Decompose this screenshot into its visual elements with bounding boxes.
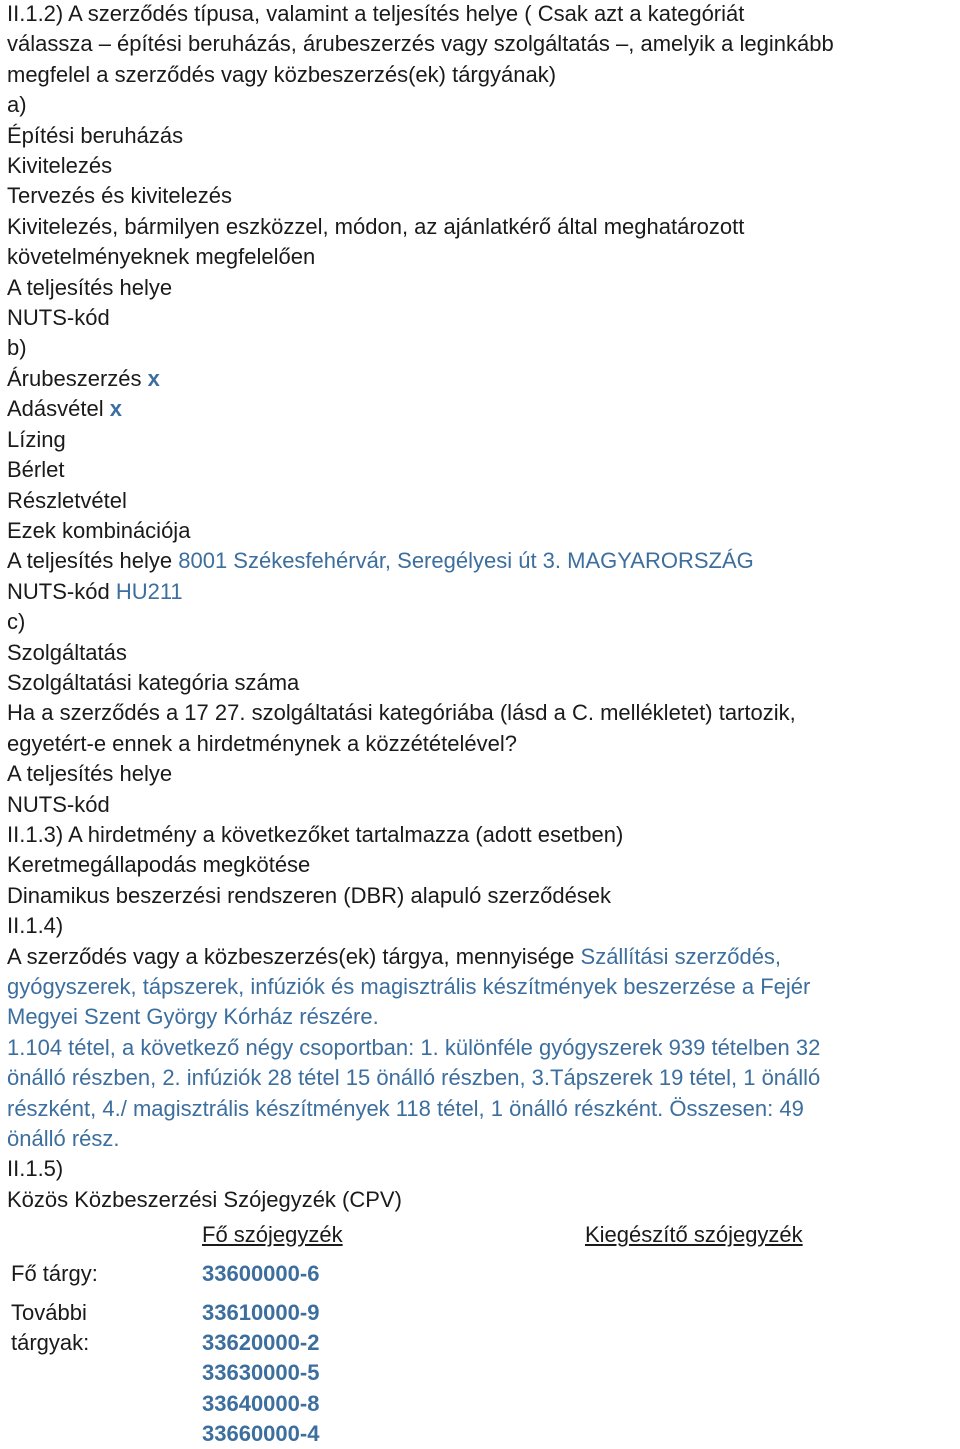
option-item: Szolgáltatási kategória száma bbox=[7, 669, 300, 695]
nuts-value: HU211 bbox=[115, 578, 183, 604]
option-label-b: b) bbox=[7, 335, 27, 361]
cpv-additional-codes bbox=[202, 1298, 319, 1449]
nuts-label: NUTS-kód bbox=[7, 578, 110, 604]
section-heading: II.1.5) bbox=[7, 1156, 64, 1182]
option-item: egyetért-e ennek a hirdetménynek a közzétételével? bbox=[7, 730, 517, 756]
section-heading: válassza – építési beruházás, árubeszerzés vagy szolgáltatás –, amelyik a leginkább bbox=[7, 31, 834, 57]
cpv-title: Közös Közbeszerzési Szójegyzék (CPV) bbox=[7, 1186, 402, 1212]
option-item: Ha a szerződés a 17 27. szolgáltatási kategóriába (lásd a C. mellékletet) tartozik, bbox=[7, 700, 796, 726]
cpv-additional-label: tárgyak: bbox=[11, 1330, 90, 1355]
subject-value: önálló rész. bbox=[7, 1126, 120, 1152]
place-label: A teljesítés helye bbox=[7, 548, 173, 574]
option-title-services: Szolgáltatás bbox=[7, 639, 127, 665]
cpv-column-main: Fő szójegyzék bbox=[202, 1222, 343, 1247]
option-item: Kivitelezés, bármilyen eszközzel, módon, az ajánlatkérő által meghatározott bbox=[7, 213, 745, 239]
option-item: Részletvétel bbox=[7, 487, 127, 513]
section-heading: II.1.3) A hirdetmény a következőket tartalmazza (adott esetben) bbox=[7, 821, 624, 847]
selected-mark: x bbox=[147, 365, 160, 391]
cpv-code: 33620000-2 bbox=[202, 1330, 320, 1356]
cpv-code: 33630000-5 bbox=[202, 1360, 320, 1386]
nuts-label: NUTS-kód bbox=[7, 305, 110, 331]
option-label-a: a) bbox=[7, 92, 27, 118]
place-label: A teljesítés helye bbox=[7, 761, 173, 787]
option-item: Dinamikus beszerzési rendszeren (DBR) alapuló szerződések bbox=[7, 882, 612, 908]
option-title-text: Árubeszerzés bbox=[7, 365, 142, 391]
section-heading: II.1.2) A szerződés típusa, valamint a teljesítés helye ( Csak azt a kategóriát bbox=[7, 1, 745, 26]
subject-value: részként, 4./ magisztrális készítmények 118 tétel, 1 önálló részként. Összesen: 49 bbox=[7, 1095, 804, 1121]
cpv-main-label: Fő tárgy: bbox=[11, 1261, 98, 1286]
selected-mark: x bbox=[109, 396, 122, 422]
option-item-text: Adásvétel bbox=[7, 396, 104, 422]
subject-row bbox=[7, 942, 957, 972]
section-heading: megfelel a szerződés vagy közbeszerzés(ek) tárgyának) bbox=[7, 61, 557, 87]
cpv-main-code: 33600000-6 bbox=[202, 1261, 320, 1286]
subject-value: Megyei Szent György Kórház részére. bbox=[7, 1004, 379, 1030]
option-title-supplies bbox=[7, 364, 957, 394]
cpv-column-supplementary: Kiegészítő szójegyzék bbox=[585, 1222, 803, 1247]
subject-value: önálló részben, 2. infúziók 28 tétel 15 önálló részben, 3.Tápszerek 19 tétel, 1 önálló bbox=[7, 1065, 821, 1091]
subject-value: gyógyszerek, tápszerek, infúziók és magisztrális készítmények beszerzése a Fejér bbox=[7, 974, 811, 999]
option-item: Ezek kombinációja bbox=[7, 517, 191, 543]
cpv-additional-label: További bbox=[11, 1300, 87, 1325]
cpv-code: 33640000-8 bbox=[202, 1390, 320, 1416]
option-item-purchase bbox=[7, 394, 957, 424]
document-body bbox=[7, 0, 957, 1215]
option-item: Kivitelezés bbox=[7, 153, 113, 179]
nuts-label: NUTS-kód bbox=[7, 791, 110, 817]
place-value: 8001 Székesfehérvár, Seregélyesi út 3. MAGYARORSZÁG bbox=[178, 548, 754, 574]
cpv-code: 33660000-4 bbox=[202, 1420, 320, 1446]
subject-label: A szerződés vagy a közbeszerzés(ek) tárgya, mennyisége bbox=[7, 943, 575, 969]
section-heading: II.1.4) bbox=[7, 913, 64, 939]
option-item: Keretmegállapodás megkötése bbox=[7, 852, 311, 878]
cpv-code: 33610000-9 bbox=[202, 1300, 320, 1325]
nuts-row bbox=[7, 577, 957, 607]
option-item: Bérlet bbox=[7, 457, 65, 483]
option-item: követelményeknek megfelelően bbox=[7, 244, 316, 270]
option-item: Tervezés és kivitelezés bbox=[7, 183, 232, 209]
option-item: Lízing bbox=[7, 426, 66, 452]
option-title-construction: Építési beruházás bbox=[7, 122, 184, 148]
place-label: A teljesítés helye bbox=[7, 274, 173, 300]
subject-value: 1.104 tétel, a következő négy csoportban: 1. különféle gyógyszerek 939 tételben 32 bbox=[7, 1034, 821, 1060]
subject-value: Szállítási szerződés, bbox=[580, 943, 782, 969]
place-row bbox=[7, 546, 957, 576]
option-label-c: c) bbox=[7, 609, 26, 635]
